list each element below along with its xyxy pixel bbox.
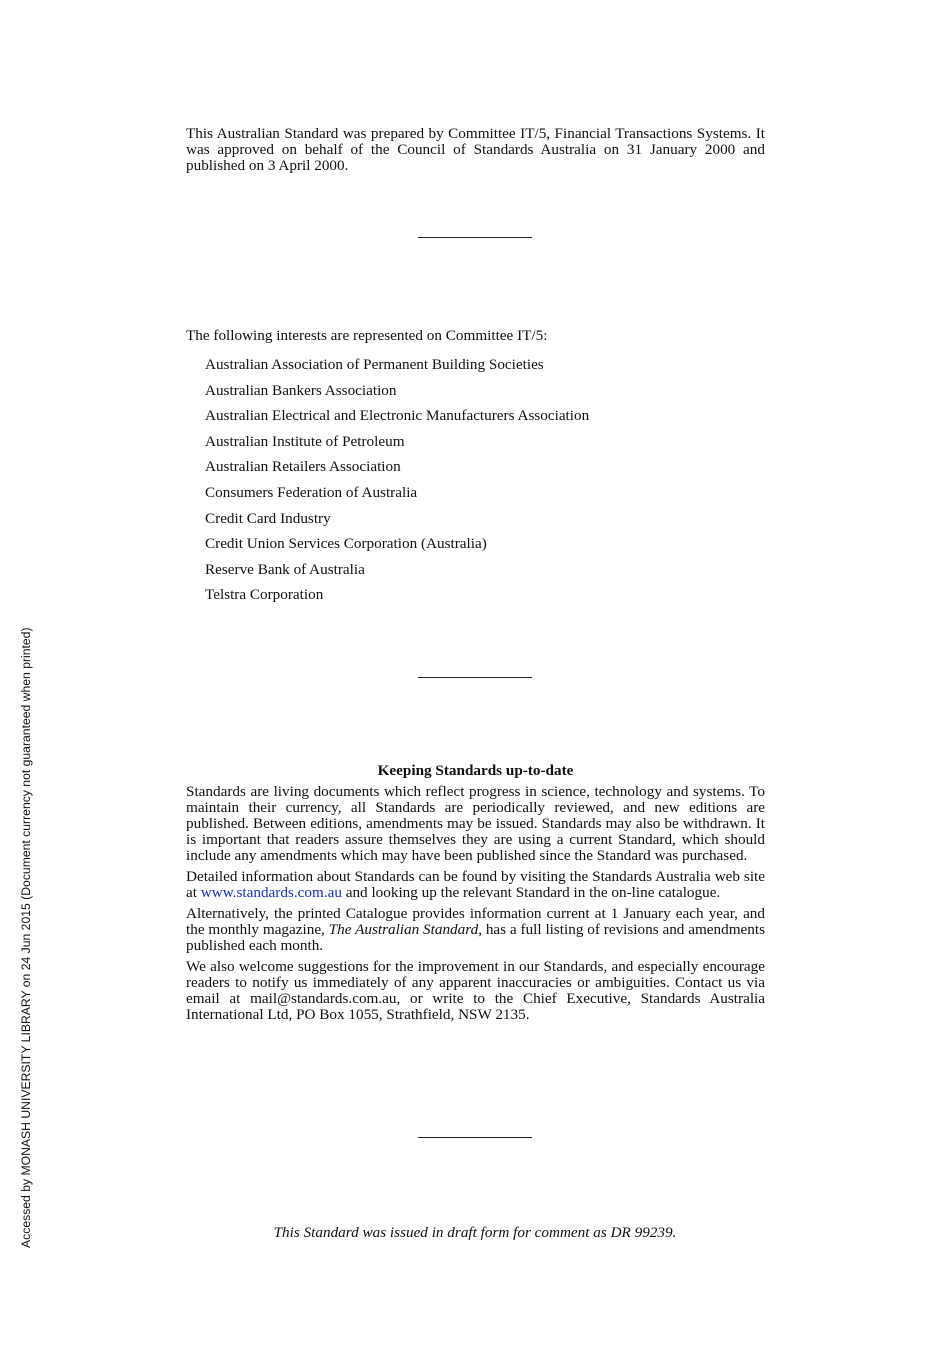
committee-member-list <box>205 352 589 608</box>
paragraph: We also welcome suggestions for the improvement in our Standards, and especially encourage readers to notify us immediately of any apparent inaccuracies or ambiguities. Contact us via email at mail@standards.com.au, or write to the Chief Executive, Standards Australia International Ltd, PO Box 1055, Strathfield, NSW 2135. <box>186 958 765 1023</box>
divider <box>418 1137 532 1138</box>
paragraph-text: and looking up the relevant Standard in the on-line catalogue. <box>341 884 721 901</box>
access-watermark: Accessed by MONASH UNIVERSITY LIBRARY on 24 Jun 2015 (Document currency not guaranteed when printed) <box>19 627 33 1248</box>
list-item: Australian Association of Permanent Building Societies <box>205 356 544 373</box>
keeping-up-to-date-body <box>186 784 765 1028</box>
paragraph <box>186 869 765 901</box>
paragraph <box>186 906 765 954</box>
list-item: Australian Retailers Association <box>205 458 401 476</box>
list-item: Australian Bankers Association <box>205 381 397 399</box>
list-item: Telstra Corporation <box>205 586 324 604</box>
list-item: Consumers Federation of Australia <box>205 483 418 501</box>
section-heading: Keeping Standards up-to-date <box>377 762 574 779</box>
list-item: Australian Electrical and Electronic Manufacturers Association <box>205 407 590 425</box>
paragraph-text: Detailed information about Standards can be found by visiting the Standards Australia web site at <box>186 868 765 901</box>
prepared-statement: This Australian Standard was prepared by Committee IT/5, Financial Transactions Systems. It was approved on behalf of the Council of Standards Australia on 31 January 2000 and published on 3 April 2000. <box>186 125 765 174</box>
draft-note: This Standard was issued in draft form for comment as DR 99239. <box>273 1224 677 1241</box>
website-link[interactable]: www.standards.com.au <box>200 884 342 901</box>
divider <box>418 237 532 238</box>
paragraph: Standards are living documents which reflect progress in science, technology and systems. To maintain their currency, all Standards are periodically reviewed, and new editions are published. Between editions, amendments may be issued. Standards may also be withdrawn. It is important that readers assure themselves they are using a current Standard, which should include any amendments which may have been published since the Standard was purchased. <box>186 783 765 864</box>
list-item: Credit Union Services Corporation (Australia) <box>205 535 487 553</box>
magazine-title: The Australian Standard <box>328 921 479 938</box>
list-item: Australian Institute of Petroleum <box>205 432 405 450</box>
list-item: Credit Card Industry <box>205 509 331 527</box>
committee-intro: The following interests are represented on Committee IT/5: <box>186 327 548 344</box>
paragraph-text: Alternatively, the printed Catalogue provides information current at 1 January each year, and the monthly magazine, <box>186 905 765 938</box>
divider <box>418 677 532 678</box>
list-item: Reserve Bank of Australia <box>205 560 365 578</box>
paragraph-text: , has a full listing of revisions and amendments published each month. <box>186 921 765 954</box>
